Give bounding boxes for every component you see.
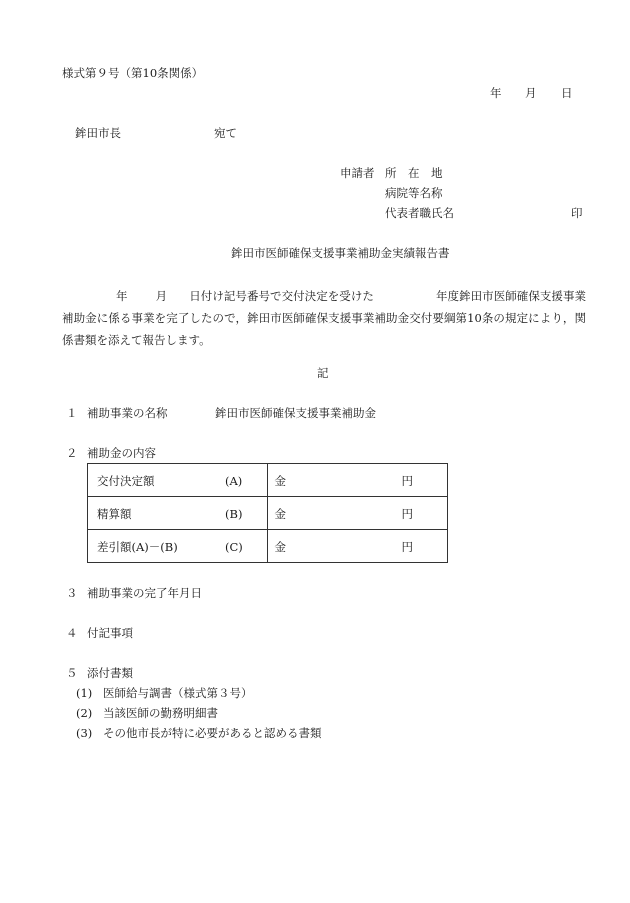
row-unit: 円 (401, 540, 413, 554)
attachment-number: (2) (76, 706, 93, 720)
body-year: 年 (116, 289, 128, 303)
row-code: (A) (225, 474, 243, 488)
section-2-label: 補助金の内容 (87, 446, 156, 460)
section-5-label: 添付書類 (87, 666, 133, 680)
address-label: 所 在 地 (385, 166, 443, 180)
attachment-number: (3) (76, 726, 93, 740)
form-number: 様式第９号（第10条関係） (62, 66, 204, 80)
table-cell-label (88, 464, 268, 497)
attachment-text: 当該医師の勤務明細書 (103, 706, 218, 720)
section-5-number: ５ (66, 666, 78, 680)
body-part1: 日付け記号番号で交付決定を受けた (189, 289, 374, 303)
document-title: 鉾田市医師確保支援事業補助金実績報告書 (231, 246, 450, 260)
row-currency: 金 (274, 474, 286, 488)
row-currency: 金 (274, 507, 286, 521)
row-unit: 円 (401, 507, 413, 521)
date-year: 年 (490, 86, 502, 100)
section-1-label: 補助事業の名称 (87, 406, 168, 420)
table-cell-label (88, 497, 268, 530)
body-part2: 年度鉾田市医師確保支援事業補助金に係る事業を完了したので，鉾田市医師確保支援事業補助金交付要綱第10条の規定により，関係書類を添えて報告します。 (62, 289, 587, 347)
date-month: 月 (525, 86, 537, 100)
section-3-label: 補助事業の完了年月日 (87, 586, 202, 600)
table-cell-amount (268, 497, 448, 530)
table-row (88, 530, 448, 563)
row-currency: 金 (274, 540, 286, 554)
body-month: 月 (155, 289, 168, 303)
attachment-number: (1) (76, 686, 93, 700)
amount-table (87, 463, 448, 563)
row-label: 差引額(A)－(B) (97, 540, 178, 554)
section-4-label: 付記事項 (87, 626, 133, 640)
table-cell-label (88, 530, 268, 563)
addressee-suffix: 宛て (214, 126, 237, 140)
table-cell-amount (268, 464, 448, 497)
representative-label: 代表者職氏名 (385, 206, 454, 220)
row-unit: 円 (401, 474, 413, 488)
section-1-value: 鉾田市医師確保支援事業補助金 (215, 406, 376, 420)
report-body (62, 285, 586, 351)
table-row (88, 464, 448, 497)
attachment-text: その他市長が特に必要があると認める書類 (103, 726, 322, 740)
section-1-number: １ (66, 406, 78, 420)
row-code: (C) (225, 540, 243, 554)
row-label: 精算額 (97, 507, 132, 521)
row-label: 交付決定額 (97, 474, 155, 488)
seal-mark: 印 (571, 206, 583, 220)
attachment-text: 医師給与調書（様式第３号） (103, 686, 253, 700)
section-3-number: ３ (66, 586, 78, 600)
table-row (88, 497, 448, 530)
section-4-number: ４ (66, 626, 78, 640)
applicant-label: 申請者 (340, 166, 375, 180)
hospital-label: 病院等名称 (385, 186, 443, 200)
date-day: 日 (561, 86, 573, 100)
section-2-number: ２ (66, 446, 78, 460)
table-cell-amount (268, 530, 448, 563)
row-code: (B) (225, 507, 243, 521)
addressee-mayor: 鉾田市長 (75, 126, 121, 140)
ki-mark: 記 (317, 366, 329, 380)
